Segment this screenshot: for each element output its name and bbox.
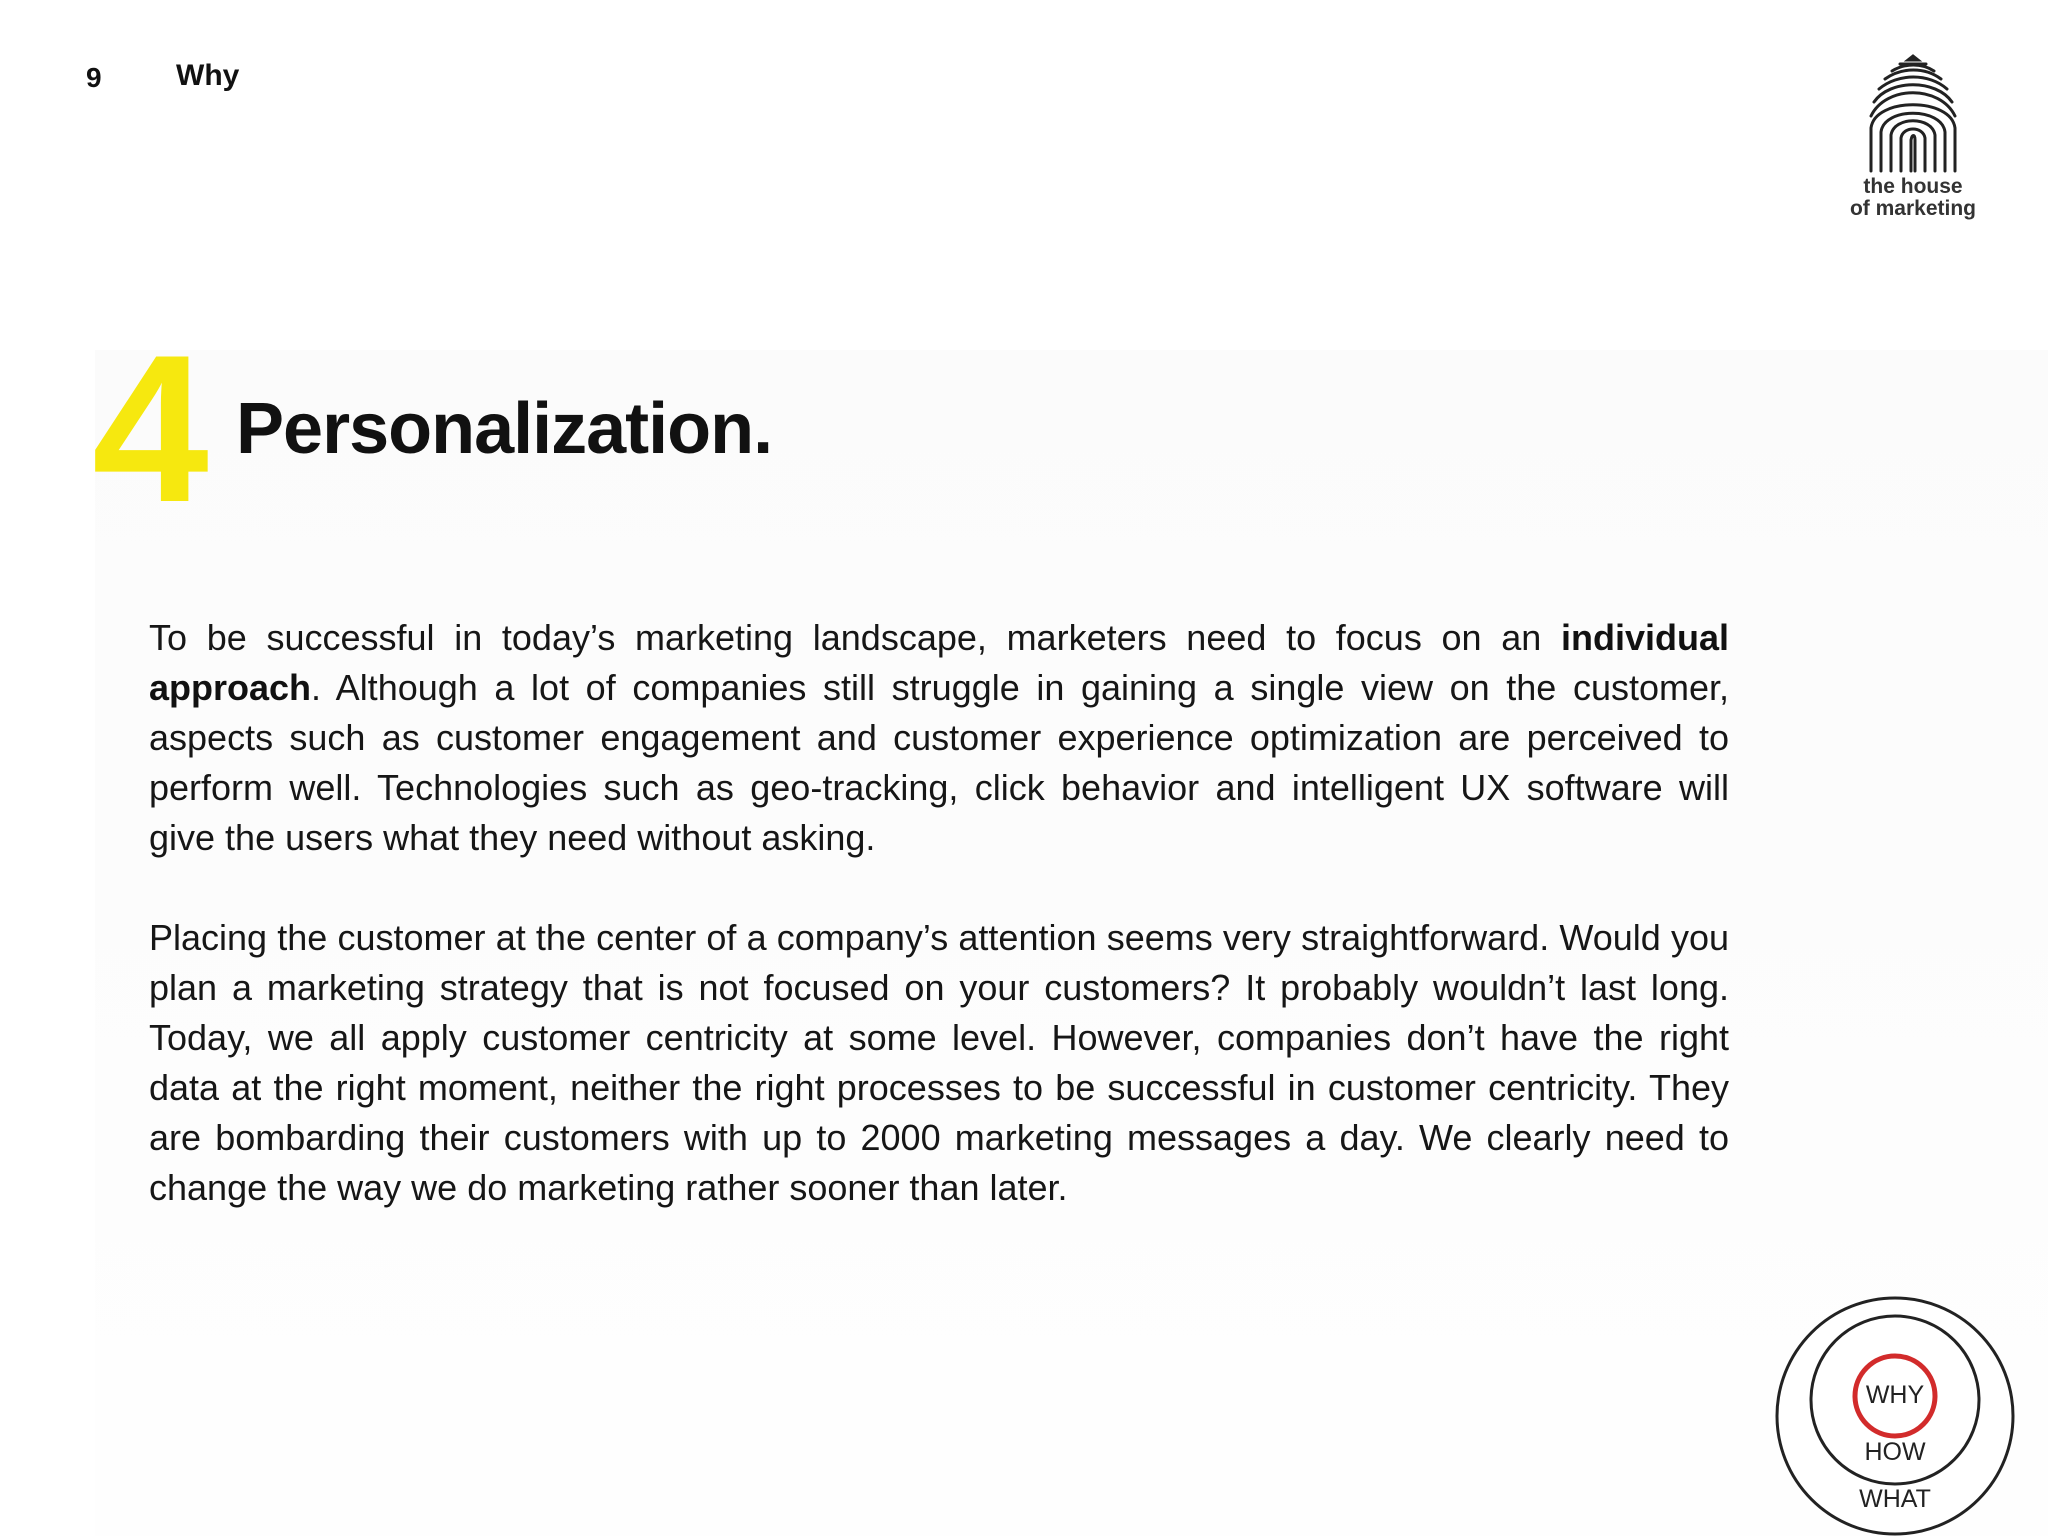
paragraph-2: Placing the customer at the center of a company’s attention seems very straightforward. Would you plan a marketing strategy that is not focused on your customers? It probably wouldn’t last long. Today, we all apply customer centricity at some level. However, companies don’t have the right data at the right moment, neither the right processes to be successful in customer centricity. They are bombarding their customers with up to 2000 marketing messages a day. We clearly need to change the way we do marketing rather sooner than later.: [149, 917, 1729, 1208]
body-text: [149, 613, 1729, 1213]
logo-line-1: the house: [1863, 175, 1963, 198]
house-of-marketing-logo: [1838, 54, 1988, 236]
paragraph-1: [149, 613, 1729, 863]
paragraph-1-rest: . Although a lot of companies still struggle in gaining a single view on the customer, aspects such as customer engagement and customer experience optimization are perceived to perform well. Technologies such as geo-tracking, click behavior and intelligent UX software will give the users what they need without asking.: [149, 667, 1729, 858]
paragraph-1-start: To be successful in today’s marketing landscape, marketers need to focus on an: [149, 617, 1561, 658]
section-label: Why: [176, 59, 240, 92]
what-label: WHAT: [1859, 1485, 1931, 1513]
paragraph-1-bold: individual approach: [149, 617, 1729, 708]
why-label: WHY: [1865, 1381, 1925, 1409]
section-number: 4: [92, 311, 205, 546]
how-label: HOW: [1864, 1438, 1926, 1466]
fingerprint-house-icon: [1860, 54, 1966, 174]
logo-line-2: of marketing: [1849, 197, 1977, 220]
why-how-what-diagram: [1770, 1273, 2020, 1536]
section-title: Personalization.: [236, 389, 773, 469]
page-number: 9: [86, 62, 102, 93]
